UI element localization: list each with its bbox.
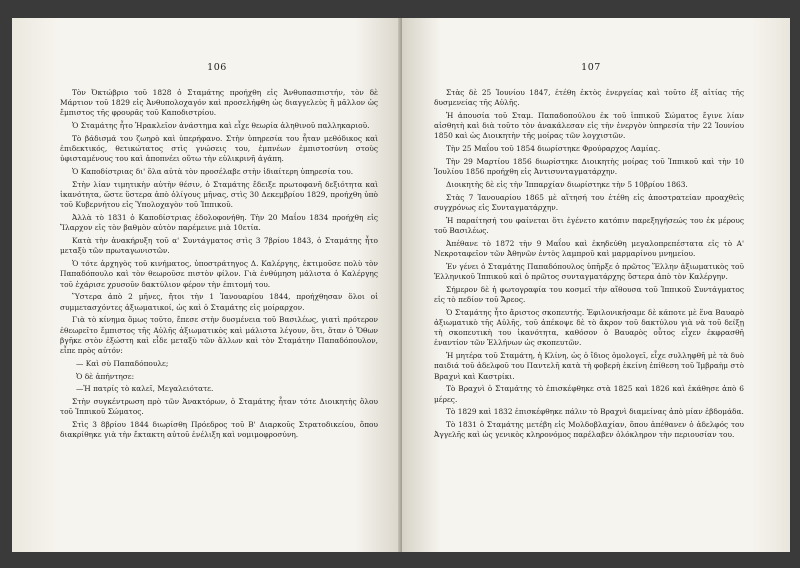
paragraph: Στὰς 7 Ἰανουαρίου 1865 μὲ αἴτησή του ἐτέθη εἰς ἀποστρατείαν προαχθεὶς συγχρόνως εἰς Συνταγματάρχην. (434, 192, 744, 212)
paragraph: Ὁ Σταμάτης ἦτο ἄριστος σκοπευτής. Ἐφιλονικήσαμε δὲ κάποτε μὲ ἕνα Βαυαρὸ ἀξιωματικὸ τῆς Αὐλῆς, τοῦ ἀπέκοψε δὲ τὸ ἄκρον τοῦ δακτύλου γιὰ νὰ τοῦ δείξῃ τὴ σκοπευτικὴ του ἱκανότητα, καθόσον ὁ Βαυαρὸς οὗτος εἶχεν ἐκφρασθῆ ἐναντίον τῶν Ἑλλήνων ὡς σκοπευτῶν. (434, 307, 744, 348)
paragraph: Ὁ Σταμάτης ἦτο Ἡρακλεῖον ἀνάστημα καὶ εἶχε θεωρία ἀληθινοῦ παλληκαριοῦ. (72, 121, 370, 131)
page-body (434, 88, 744, 443)
paragraph: Στὴν συγκέντρωση πρὸ τῶν Ἀνακτόρων, ὁ Σταμάτης ἦταν τότε Διοικητὴς ὅλου τοῦ Ἱππικοῦ Σώματος. (60, 397, 378, 417)
paragraph: Τὸ 1829 καὶ 1832 ἐπισκέφθηκε πάλιν τὸ Βραχνὶ διαμείνας ἀπὸ μίαν ἑβδομάδα. (446, 407, 744, 417)
paragraph: Στὶς 3 8βρίου 1844 διωρίσθη Πρόεδρος τοῦ Β' Διαρκοῦς Στρατοδικείου, ὅπου διακρίθηκε γιὰ τὴν ἔκτακτη αὐτοῦ ἐνέλιξη καὶ νομιμοφροσύνη. (60, 420, 378, 440)
paragraph: Τὸ βάδισμά του ζωηρὸ καὶ ὑπερήφανο. Στὴν ὑπηρεσία του ἦταν μεθόδικος καὶ ἐπιδεκτικός, θετικώτατος στὶς γνώσεις του, ἐμπνέων ἐμπιστοσύνη στοὺς ὑφισταμένους του καὶ ἀποπνέει οὕτω τὴν εὐλικρινῆ ἀγάπη. (60, 134, 378, 164)
left-page (12, 18, 402, 552)
paragraph: Διοικητὴς δὲ εἰς τὴν Ἱππαρχίαν διωρίστηκε τὴν 5 10βρίου 1863. (446, 180, 688, 189)
page-number: 106 (207, 62, 227, 73)
paragraph: Στὰς δὲ 25 Ἰουνίου 1847, ἐτέθη ἐκτὸς ἐνεργείας καὶ τοῦτο ἐξ αἰτίας τῆς δυσμενείας τῆς Αὐλῆς. (434, 88, 744, 108)
paragraph: Ἡ ἀπουσία τοῦ Σταμ. Παπαδοπούλου ἐκ τοῦ ἱππικοῦ Σώματος ἔγινε λίαν αἰσθητὴ καὶ διὰ τοῦτο τὸν ἀνακάλεσαν εἰς τὴν ἐνεργὸν ὑπηρεσία τὴν 22 Ἰουνίου 1850 καὶ ὡς Διοικητὴν τῆς μοίρας τῶν λογχιστῶν. (434, 111, 744, 141)
dialog-line: —Ἡ πατρίς τὸ καλεῖ, Μεγαλειότατε. (76, 384, 214, 394)
paragraph: Ἀπέθανε τὸ 1872 τὴν 9 Μαΐου καὶ ἐκηδεύθη μεγαλοπρεπέστατα εἰς τὸ Α' Νεκροταφεῖον τῶν Ἀθηνῶν ἐντὸς λαμπροῦ καὶ μαρμαρίνου μνημείου. (434, 238, 744, 258)
right-page (402, 18, 790, 552)
paragraph: Τὴν 29 Μαρτίου 1856 διωρίστηκε Διοικητὴς μοίρας τοῦ Ἱππικοῦ καὶ τὴν 10 Ἰουλίου 1856 προήχθη εἰς Ἀντισυνταγματάρχην. (434, 157, 744, 177)
paragraph: Ἡ παραίτησή του φαίνεται ὅτι ἐγένετο κατόπιν παρεξηγήσεώς του ἐκ μέρους τοῦ Βασιλέως. (434, 215, 744, 235)
paragraph: Γιὰ τὸ κίνημα ὅμως τοῦτο, ἔπεσε στὴν δυσμένεια τοῦ Βασιλέως, γιατὶ πρότερον ἐθεωρεῖτο ἔμπιστος τῆς Αὐλῆς ἀξιωματικὸς καὶ μάλιστα λέγουν, ὅτι, ὅταν ὁ Ὄθων βγῆκε στὸν ἐξώστη καὶ εἶδε μεταξὺ τῶν ἄλλων καὶ τὸν Σταμάτην Παπαδόπουλον, εἶπε πρὸς αὐτόν: (60, 315, 378, 356)
paragraph: Ὁ Καποδίστριας δι' ὅλα αὐτὰ τὸν προσέλαβε στὴν ἰδιαίτερη ὑπηρεσία του. (72, 167, 354, 177)
paragraph: Ἐν γένει ὁ Σταμάτης Παπαδόπουλος ὑπῆρξε ὁ πρῶτος Ἕλλην ἀξιωματικὸς τοῦ Ἑλληνικοῦ Ἱππικοῦ καὶ ὁ πρῶτος συνταγματάρχης ὕστερα ἀπὸ τὸν Καλέργην. (434, 261, 744, 281)
paragraph: Ἀλλὰ τὸ 1831 ὁ Καποδίστριας ἐδολοφονήθη. Τὴν 20 Μαΐου 1834 προήχθη εἰς Ἴλαρχον εἰς τὸν βαθμὸν αὐτὸν παρέμεινε μιὰ 10ετία. (60, 213, 378, 233)
dialog-line: — Καὶ σὺ Παπαδόπουλε; (76, 358, 169, 368)
paragraph: Στὴν λίαν τιμητικὴν αὐτὴν θέσιν, ὁ Σταμάτης ἔδειξε πρωτοφανῆ δεξιότητα καὶ ἱκανότητα, ὥστε ὕστερα ἀπὸ ὀλίγους μῆνας, στὶς 30 Δεκεμβρίου 1829, προήχθη ὑπὸ τοῦ Κυβερνήτου εἰς Ὑπολοχαγὸν τοῦ Ἱππικοῦ. (60, 180, 378, 210)
page-body (60, 88, 378, 443)
paragraph: Τὸ 1831 ὁ Σταμάτης μετέβη εἰς Μολδοβλαχίαν, ὅπου ἀπέθανεν ὁ ἀδελφός του Ἀγγελῆς καὶ ὡς γενικὸς κληρονόμος παρέλαβεν ὁλόκληρον τὴν περιουσίαν του. (434, 420, 744, 440)
paragraph: Ὁ τότε ἀρχηγὸς τοῦ κινήματος, ὑποστράτηγος Δ. Καλέργης, ἐκτιμοῦσε πολὺ τὸν Παπαδόπουλο καὶ τὸν θεωροῦσε πιστὸν φίλον. Γιὰ ἐνθύμηση μάλιστα ὁ Καλέργης τοῦ ἐχάρισε χρυσοῦν δακτύλιον φέρον τὴν ἐπιτομή του. (60, 259, 378, 289)
paragraph: Τὸν Ὀκτώβριο τοῦ 1828 ὁ Σταμάτης προήχθη εἰς Ἀνθυπασπιστήν, τὸν δὲ Μάρτιον τοῦ 1829 εἰς Ἀνθυπολοχαγόν καὶ προσελήφθη ὡς διαγγελεὺς ἢ μᾶλλον ὡς ἔμπιστος τῆς φρουρᾶς τοῦ Καποδιστρίου. (60, 88, 378, 118)
paragraph: Τὴν 25 Μαΐου τοῦ 1854 διωρίστηκε Φρούραρχος Λαμίας. (446, 144, 661, 154)
paragraph: Κατὰ τὴν ἀνακήρυξη τοῦ α' Συντάγματος στὶς 3 7βρίου 1843, ὁ Σταμάτης ἦτο μεταξὺ τῶν πρωταγωνιστῶν. (60, 236, 378, 256)
page-number: 107 (581, 62, 601, 73)
paragraph: Ὕστερα ἀπὸ 2 μῆνες, ἤτοι τὴν 1 Ἰανουαρίου 1844, προήχθησαν ὅλοι οἱ συμμετασχόντες ἀξιωματικοί, ὡς καὶ ὁ Σταμάτης εἰς μοίραρχον. (60, 292, 378, 312)
paragraph: Σήμερον δὲ ἡ φωτογραφία του κοσμεῖ τὴν αἴθουσα τοῦ Ἱππικοῦ Συντάγματος εἰς τὸ πεδίον τοῦ Ἄρεος. (434, 284, 744, 304)
paragraph: Τὸ Βραχνὶ ὁ Σταμάτης τὸ ἐπισκέφθηκε στὰ 1825 καὶ 1826 καὶ ἐκάθησε ἀπὸ 6 μέρες. (434, 384, 744, 404)
paragraph: Ἡ μητέρα τοῦ Σταμάτη, ἡ Κλίνη, ὡς ὁ ἴδιος ὁμολογεῖ, εἶχε συλληφθῆ μὲ τὰ δυὸ παιδιά τοῦ ἀδελφοῦ του Παντελῆ κατὰ τὴ φοβερὴ ἐκείνη ἐπίθεση τοῦ Ἰμβραὴμ στὸ Βραχνὶ καὶ Καστρίκι. (434, 351, 744, 381)
dialog-line: Ὁ δὲ ἀπήντησε: (76, 371, 135, 381)
